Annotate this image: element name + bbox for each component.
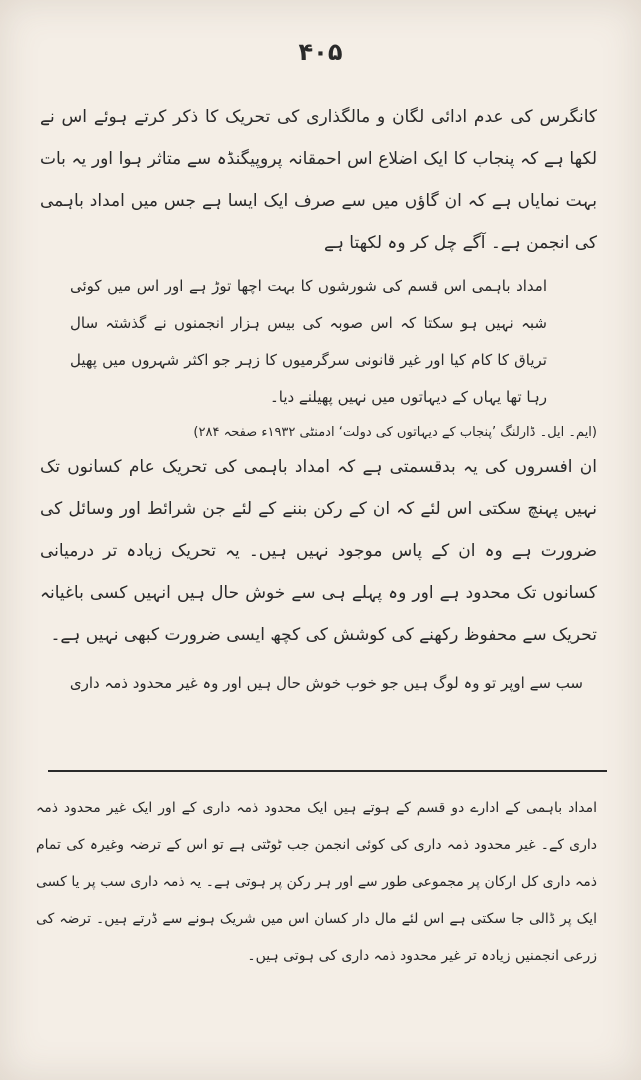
citation: (ایم۔ ایل۔ ڈارلنگ ’پنجاب کے دیہاتوں کی دولت‘ ادمنٹی ۱۹۳۲ء صفحہ ۲۸۴) [193,425,597,440]
main-text [40,96,597,700]
page-number: ۴۰۵ [298,38,343,66]
block-quote: امداد باہمی اس قسم کی شورشوں کا بہت اچھا توڑ ہے اور اس میں کوئی شبہ نہیں ہو سکتا کہ اس صوبہ کی بیس ہزار انجمنوں نے گذشتہ سال تریاق کا کام کیا اور غیر قانونی سرگرمیوں کا زہر جو اکثر شہروں میں پھیل رہا تھا یہاں کے دیہاتوں میں نہیں پھیلنے دیا۔ [70,277,547,406]
paragraph-2: ان افسروں کی یہ بدقسمتی ہے کہ امداد باہمی کی تحریک عام کسانوں تک نہیں پہنچ سکتی اس لئے کہ ان کے رکن بننے کے لئے جن شرائط اور وسائل کی ضرورت ہے وہ ان کے پاس موجود نہیں ہیں۔ یہ تحریک زیادہ تر درمیانی کسانوں تک محدود ہے اور وہ پہلے ہی سے خوش حال ہیں انہیں کسی باغیانہ تحریک سے محفوظ رکھنے کی کوشش کی کچھ ایسی ضرورت کبھی نہیں ہے۔ [40,457,597,645]
footnote-reference-line: سب سے اوپر تو وہ لوگ ہیں جو خوب خوش حال ہیں اور وہ غیر محدود ذمہ داری [69,674,583,692]
footnote-divider [48,770,607,772]
paragraph-1: کانگرس کی عدم ادائی لگان و مالگذاری کی تحریک کا ذکر کرتے ہوئے اس نے لکھا ہے کہ پنجاب کا ایک اضلاع اس احمقانہ پروپیگنڈہ سے متاثر ہوا اور یہ بات بہت نمایاں ہے کہ ان گاؤں میں سے صرف ایک ایسا ہے جس میں امداد باہمی کی انجمن ہے۔ آگے چل کر وہ لکھتا ہے [40,107,597,253]
footnote: امداد باہمی کے ادارے دو قسم کے ہوتے ہیں ایک محدود ذمہ داری کے اور ایک غیر محدود ذمہ داری کے۔ غیر محدود ذمہ داری کی کوئی انجمن جب ٹوٹتی ہے تو اس کے ترضہ وغیرہ کی تمام ذمہ داری کل ارکان پر مجموعی طور سے اور ہر رکن پر ہوتی ہے۔ یہ ذمہ داری سب پر یا کسی ایک پر ڈالی جا سکتی ہے اس لئے مال دار کسان اس میں شریک ہونے سے ڈرتے ہیں۔ ترضہ کی زرعی انجمنیں زیادہ تر غیر محدود ذمہ داری کی ہوتی ہیں۔ [36,800,597,964]
